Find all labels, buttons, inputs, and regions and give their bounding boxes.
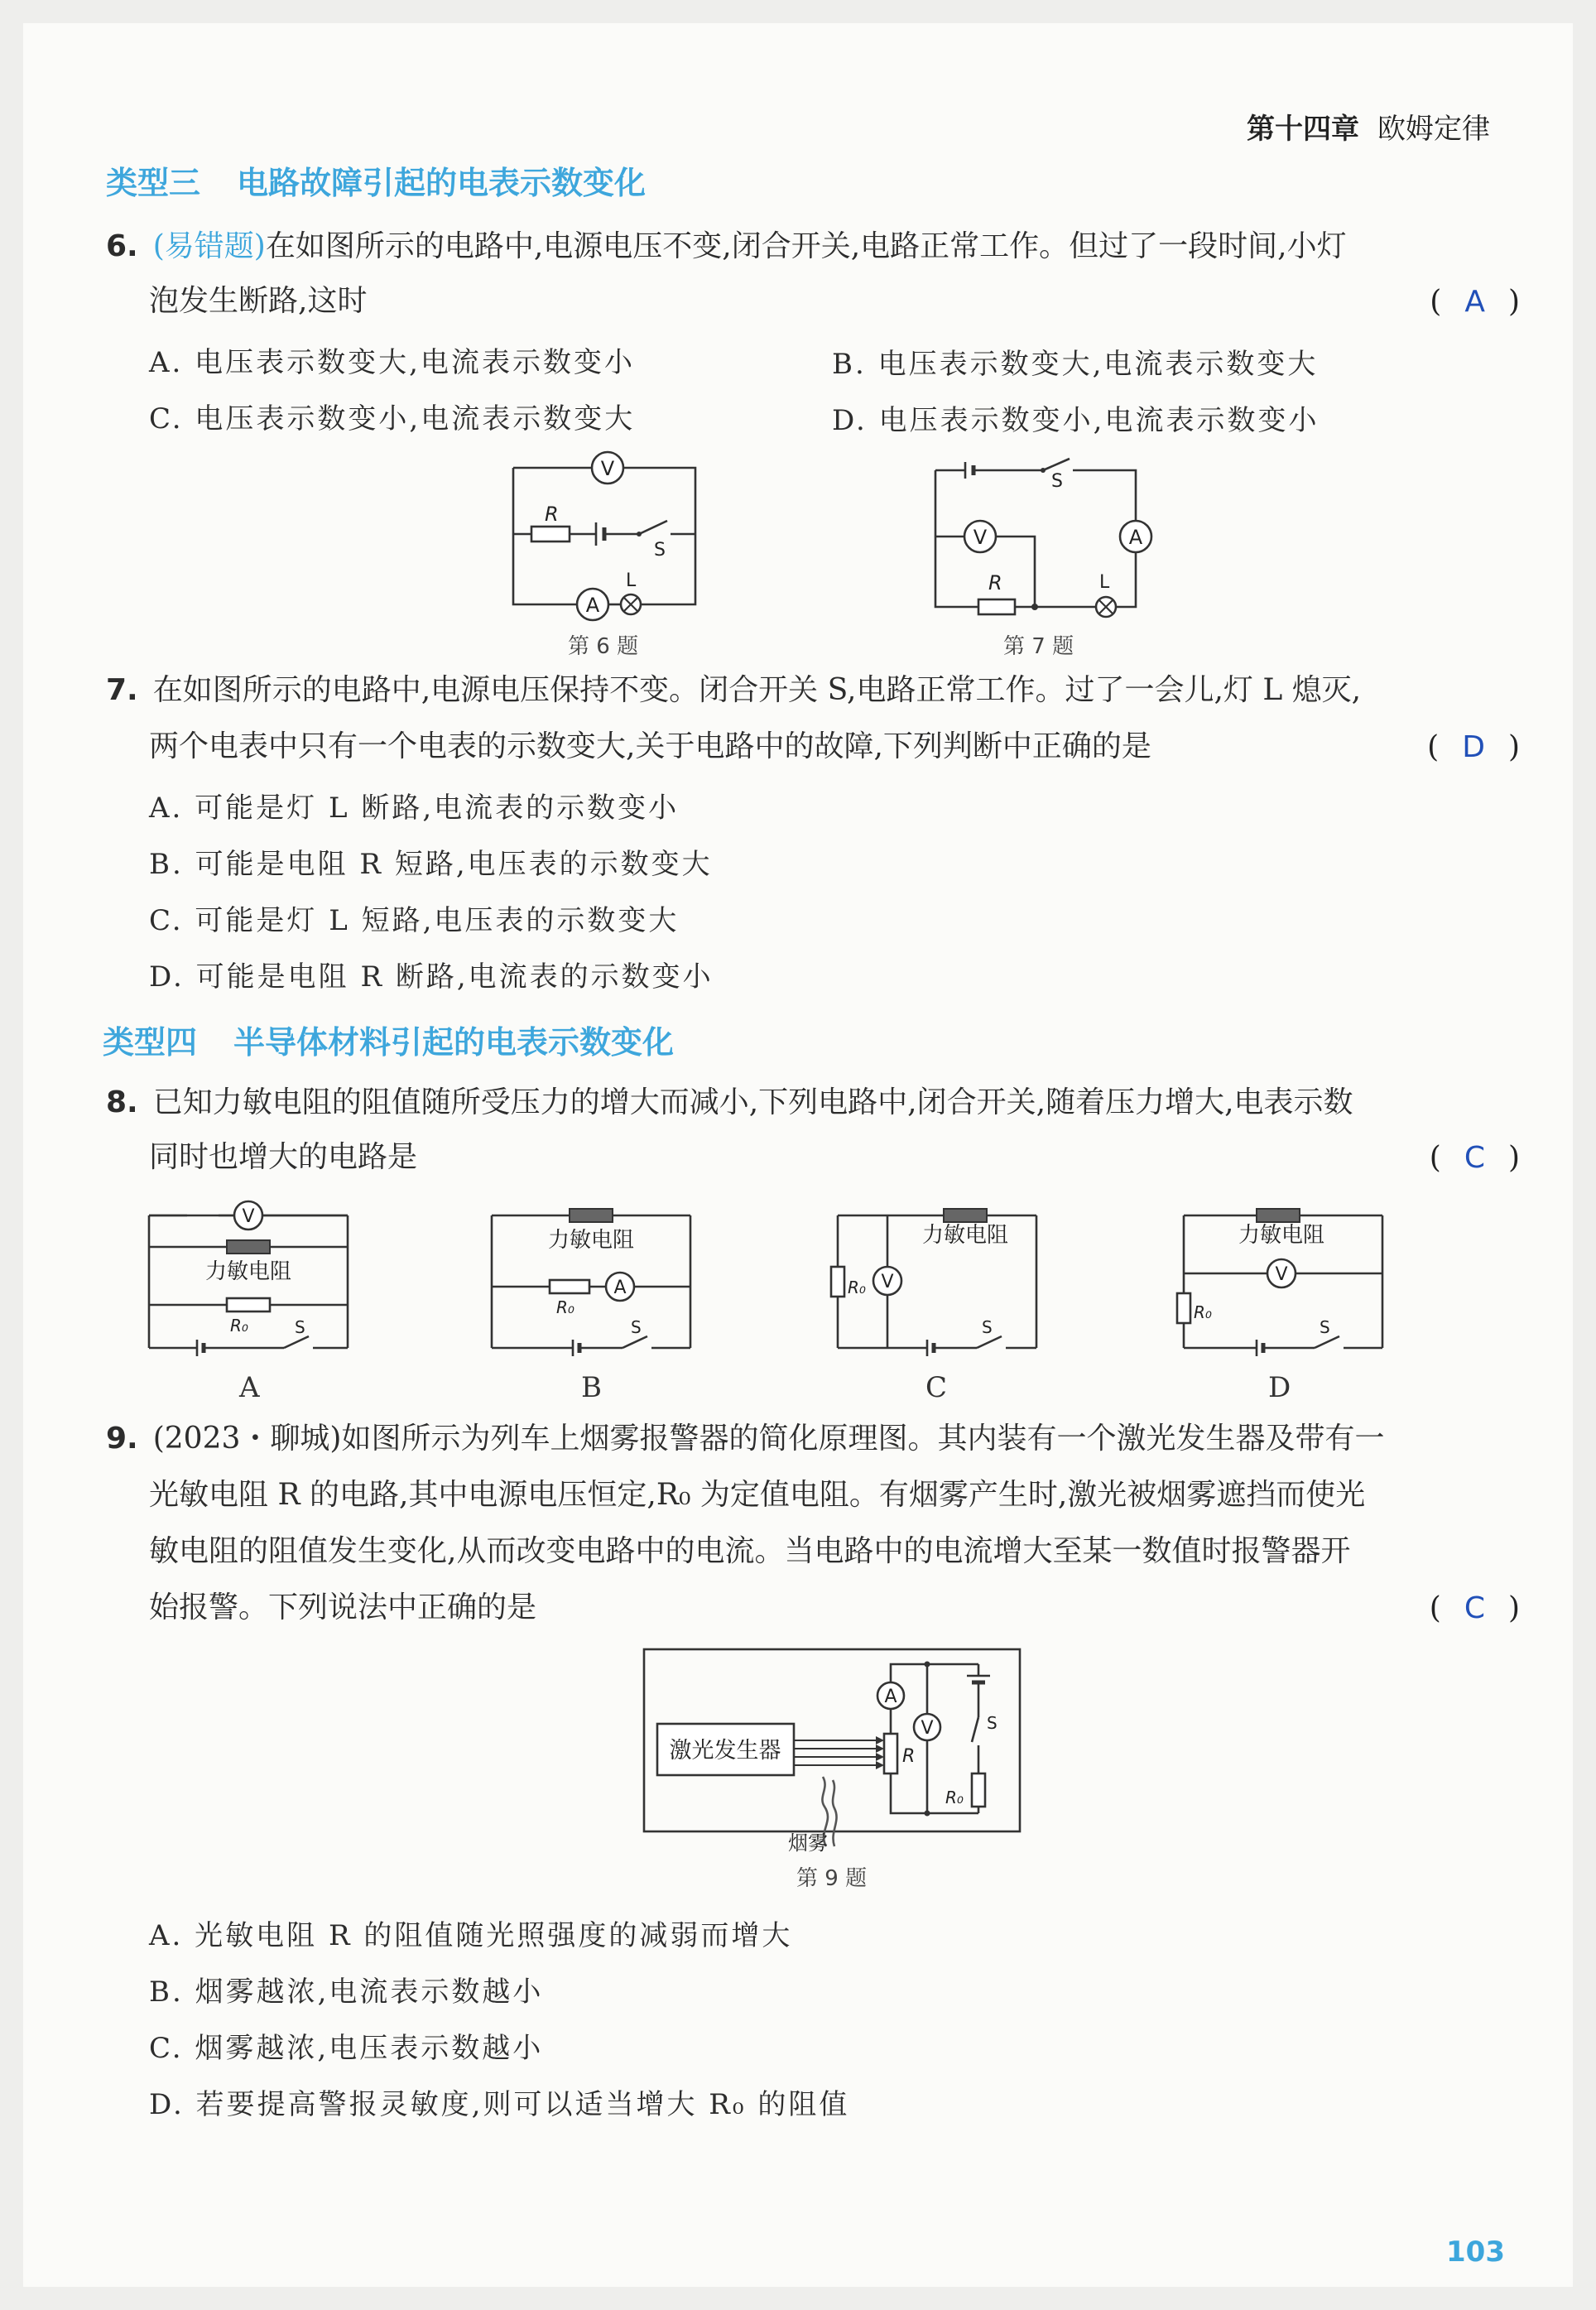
sensor-label: 力敏电阻 — [1238, 1223, 1325, 1248]
laser-generator-label: 激光发生器 — [669, 1738, 781, 1764]
figure-7-circuit — [919, 454, 1159, 619]
q6-option-c: C. 电压表示数变小,电流表示数变大 — [149, 402, 636, 436]
q8-circuit-c — [836, 1207, 1039, 1355]
switch-label: S — [1320, 1317, 1330, 1337]
figure-9-smoke-alarm — [642, 1648, 1023, 1855]
q7-answer: ( D ) — [1427, 730, 1520, 764]
resistor-label: R — [988, 571, 1002, 594]
switch-label: S — [987, 1713, 997, 1733]
resistor-symbol — [531, 527, 570, 541]
q7-stem-line2: 两个电表中只有一个电表的示数变大,关于电路中的故障,下列判断中正确的是 — [149, 729, 1151, 763]
switch-symbol — [639, 521, 667, 534]
fixed-resistor-symbol — [1177, 1293, 1190, 1323]
stem-text: 已知力敏电阻的阻值随所受压力的增大而减小,下列电路中,闭合开关,随着压力增大,电表示数 — [152, 1085, 1353, 1119]
photoresistor-label: R — [902, 1746, 916, 1767]
q7-figure-caption: 第 7 题 — [1003, 634, 1074, 659]
resistor-symbol — [978, 599, 1015, 614]
switch-label: S — [654, 540, 666, 561]
q8-caption-d: D — [1268, 1371, 1291, 1404]
fixed-resistor-symbol — [227, 1298, 270, 1311]
force-sensor-symbol — [1257, 1209, 1300, 1222]
fixed-resistor-label: R₀ — [1194, 1302, 1212, 1322]
q7-option-c: C. 可能是灯 L 短路,电压表的示数变大 — [149, 904, 680, 937]
q9-option-d: D. 若要提高警报灵敏度,则可以适当增大 R₀ 的阻值 — [149, 2088, 850, 2121]
force-sensor-symbol — [944, 1209, 987, 1222]
answer-value: C — [1464, 1591, 1485, 1625]
section-heading-3 — [106, 157, 646, 203]
force-sensor-symbol — [570, 1209, 613, 1222]
switch-label: S — [295, 1317, 305, 1337]
switch-label: S — [982, 1317, 993, 1337]
smoke-label: 烟雾 — [788, 1831, 828, 1855]
q9-option-c: C. 烟雾越浓,电压表示数越小 — [149, 2032, 544, 2065]
question-number: 7. — [106, 673, 138, 707]
stem-text: 在如图所示的电路中,电源电压不变,闭合开关,电路正常工作。但过了一段时间,小灯 — [265, 229, 1347, 263]
force-sensor-symbol — [227, 1240, 270, 1254]
q9-option-a: A. 光敏电阻 R 的阻值随光照强度的减弱而增大 — [149, 1919, 793, 1952]
q6-answer: ( A ) — [1430, 285, 1520, 319]
answer-value: C — [1464, 1141, 1485, 1175]
photoresistor-symbol — [884, 1734, 897, 1773]
q9-stem-line2: 光敏电阻 R 的电路,其中电源电压恒定,R₀ 为定值电阻。有烟雾产生时,激光被烟雾遮挡而使光 — [149, 1478, 1366, 1512]
q8-circuit-b — [490, 1207, 693, 1355]
q9-stem-line1 — [106, 1421, 1384, 1457]
q6-stem-line1 — [106, 229, 1347, 265]
voltmeter-label: V — [1275, 1264, 1288, 1285]
chapter-number: 第十四章 — [1247, 113, 1359, 146]
stem-text: 在如图所示的电路中,电源电压保持不变。闭合开关 S,电路正常工作。过了一会儿,灯 L 熄灭, — [152, 673, 1362, 707]
question-tag: (易错题) — [152, 229, 266, 263]
voltmeter-label: V — [881, 1272, 894, 1292]
fixed-resistor-label: R₀ — [848, 1278, 866, 1297]
q9-figure-caption: 第 9 题 — [796, 1866, 868, 1891]
q9-stem-line4: 始报警。下列说法中正确的是 — [149, 1591, 537, 1624]
ammeter-label: A — [585, 594, 600, 617]
resistor-label: R — [545, 503, 559, 526]
q6-figure-caption: 第 6 题 — [568, 634, 639, 659]
q8-circuit-a — [147, 1207, 350, 1355]
section-label: 类型四 — [103, 1024, 198, 1061]
sensor-label: 力敏电阻 — [547, 1228, 635, 1253]
fixed-resistor-label: R₀ — [230, 1316, 248, 1335]
q8-circuit-d — [1182, 1207, 1385, 1355]
answer-value: D — [1462, 730, 1485, 764]
chapter-title: 欧姆定律 — [1377, 113, 1490, 146]
q9-answer: ( C ) — [1429, 1591, 1520, 1625]
ammeter-label: A — [1128, 526, 1143, 549]
question-number: 9. — [106, 1422, 138, 1456]
q8-stem-line2: 同时也增大的电路是 — [149, 1140, 418, 1174]
fixed-resistor-label: R₀ — [945, 1788, 964, 1807]
q6-option-b: B. 电压表示数变大,电流表示数变大 — [832, 348, 1319, 381]
page-number: 103 — [1446, 2235, 1505, 2269]
voltmeter-label: V — [921, 1718, 934, 1739]
lamp-label: L — [1099, 572, 1110, 593]
q8-answer: ( C ) — [1429, 1141, 1520, 1175]
section-title: 电路故障引起的电表示数变化 — [237, 165, 647, 201]
q9-option-b: B. 烟雾越浓,电流表示数越小 — [149, 1976, 544, 2009]
figure-6-circuit — [497, 451, 728, 617]
fixed-resistor-symbol — [550, 1280, 589, 1293]
lamp-label: L — [626, 570, 637, 591]
answer-value: A — [1464, 285, 1485, 319]
section-label: 类型三 — [106, 165, 201, 201]
fixed-resistor-label: R₀ — [556, 1297, 574, 1317]
voltmeter-label: V — [242, 1206, 255, 1227]
section-heading-4 — [103, 1017, 674, 1062]
switch-label: S — [631, 1317, 642, 1337]
q6-option-a: A. 电压表示数变大,电流表示数变小 — [149, 346, 635, 379]
chapter-header — [1247, 106, 1490, 147]
question-number: 8. — [106, 1085, 138, 1119]
q7-option-b: B. 可能是电阻 R 短路,电压表的示数变大 — [149, 848, 713, 881]
ammeter-label: A — [613, 1278, 627, 1298]
voltmeter-label: V — [973, 526, 988, 549]
q8-stem-line1 — [106, 1085, 1353, 1121]
fixed-resistor-symbol — [972, 1773, 985, 1807]
q8-caption-c: C — [925, 1371, 948, 1404]
q8-caption-a: A — [239, 1371, 260, 1404]
q9-stem-line3: 敏电阻的阻值发生变化,从而改变电路中的电流。当电路中的电流增大至某一数值时报警器开 — [149, 1534, 1351, 1568]
ammeter-label: A — [884, 1687, 897, 1707]
q7-option-a: A. 可能是灯 L 断路,电流表的示数变小 — [149, 792, 680, 825]
q6-stem-line2: 泡发生断路,这时 — [149, 284, 368, 318]
switch-label: S — [1051, 471, 1063, 492]
q8-caption-b: B — [581, 1371, 602, 1404]
q7-stem-line1 — [106, 672, 1361, 709]
stem-text: (2023・聊城)如图所示为列车上烟雾报警器的简化原理图。其内装有一个激光发生器及带有一 — [152, 1422, 1385, 1456]
question-number: 6. — [106, 229, 138, 263]
sensor-label: 力敏电阻 — [921, 1223, 1009, 1248]
voltmeter-label: V — [600, 457, 615, 480]
q7-option-d: D. 可能是电阻 R 断路,电流表的示数变小 — [149, 960, 714, 994]
sensor-label: 力敏电阻 — [204, 1259, 292, 1284]
section-title: 半导体材料引起的电表示数变化 — [233, 1024, 675, 1061]
q6-option-d: D. 电压表示数变小,电流表示数变小 — [832, 404, 1320, 437]
fixed-resistor-symbol — [831, 1267, 844, 1297]
